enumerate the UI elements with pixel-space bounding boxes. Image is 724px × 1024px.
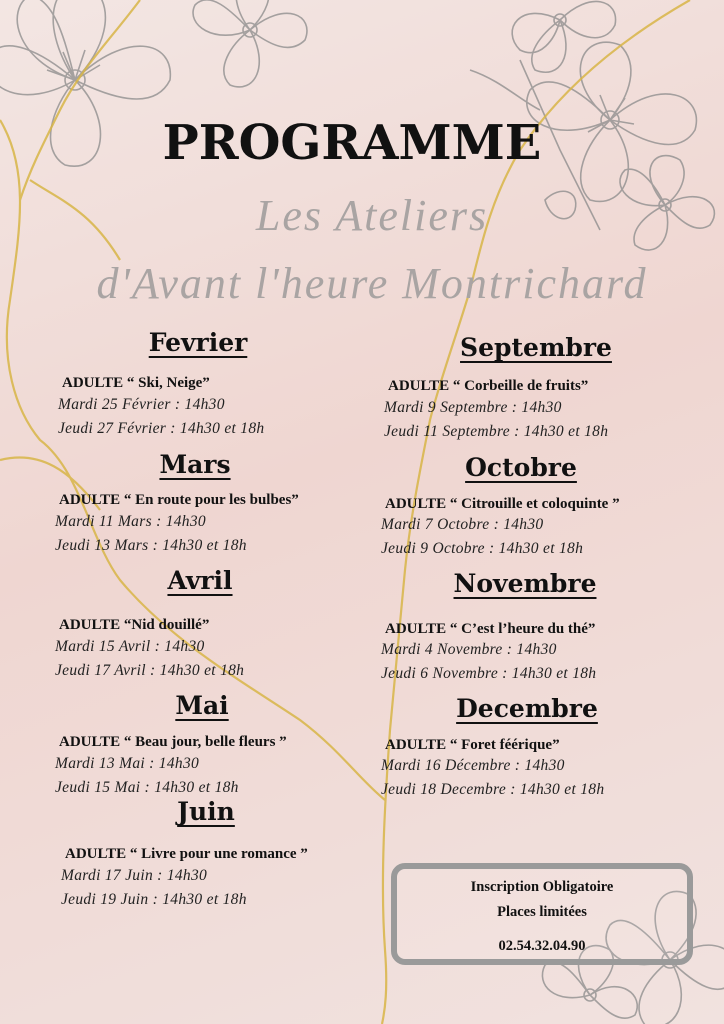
session-date: Mardi 17 Juin : 14h30 (61, 867, 208, 884)
session-date: Mardi 9 Septembre : 14h30 (384, 399, 562, 416)
session-date: Jeudi 17 Avril : 14h30 et 18h (55, 662, 245, 679)
subtitle-line-1: Les Ateliers (255, 191, 489, 240)
workshop-label: ADULTE “ Foret féérique” (385, 737, 560, 753)
session-date: Mardi 25 Février : 14h30 (58, 396, 225, 413)
session-date: Mardi 16 Décembre : 14h30 (381, 757, 565, 774)
month-title: Novembre (453, 569, 597, 598)
workshop-label: ADULTE “ Ski, Neige” (62, 375, 210, 391)
session-date: Mardi 15 Avril : 14h30 (55, 638, 205, 655)
workshop-label: ADULTE “ En route pour les bulbes” (59, 492, 299, 508)
session-date: Jeudi 11 Septembre : 14h30 et 18h (384, 423, 609, 440)
month-title: Septembre (460, 333, 612, 362)
session-date: Jeudi 6 Novembre : 14h30 et 18h (381, 665, 597, 682)
workshop-label: ADULTE “ Corbeille de fruits” (388, 378, 589, 394)
workshop-label: ADULTE “ Beau jour, belle fleurs ” (59, 734, 287, 750)
month-title: Mars (159, 450, 231, 479)
session-date: Jeudi 9 Octobre : 14h30 et 18h (381, 540, 584, 557)
workshop-label: ADULTE “ C’est l’heure du thé” (385, 621, 596, 637)
session-date: Mardi 11 Mars : 14h30 (55, 513, 206, 530)
month-title: Juin (177, 797, 235, 826)
month-title: Octobre (465, 453, 577, 482)
month-title: Mai (175, 691, 229, 720)
phone-number[interactable]: 02.54.32.04.90 (498, 938, 586, 954)
limited-places: Places limitées (497, 904, 587, 920)
workshop-label: ADULTE “ Citrouille et coloquinte ” (385, 496, 620, 512)
session-date: Mardi 4 Novembre : 14h30 (381, 641, 557, 658)
registration-info-box (391, 863, 693, 965)
session-date: Mardi 7 Octobre : 14h30 (381, 516, 544, 533)
session-date: Mardi 13 Mai : 14h30 (55, 755, 200, 772)
registration-required: Inscription Obligatoire (470, 879, 614, 895)
subtitle-line-2: d'Avant l'heure Montrichard (96, 259, 648, 308)
month-title: Avril (167, 566, 233, 595)
month-title: Decembre (456, 694, 598, 723)
flower-icon (193, 0, 307, 87)
page-title: PROGRAMME (162, 115, 542, 171)
session-date: Jeudi 27 Février : 14h30 et 18h (58, 420, 265, 437)
workshop-label: ADULTE “ Livre pour une romance ” (65, 846, 308, 862)
session-date: Jeudi 13 Mars : 14h30 et 18h (55, 537, 247, 554)
month-title: Fevrier (148, 328, 248, 357)
session-date: Jeudi 19 Juin : 14h30 et 18h (61, 891, 247, 908)
session-date: Jeudi 18 Decembre : 14h30 et 18h (381, 781, 605, 798)
session-date: Jeudi 15 Mai : 14h30 et 18h (55, 779, 239, 796)
workshop-label: ADULTE “Nid douillé” (59, 617, 210, 633)
